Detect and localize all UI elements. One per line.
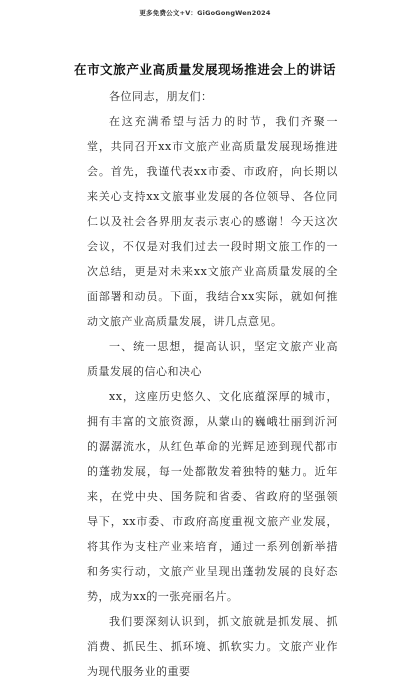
salutation-paragraph: 各位同志，朋友们： xyxy=(109,90,213,103)
document-body xyxy=(87,84,338,684)
section-heading-paragraph: 一、统一思想，提高认识，坚定文旅产业高质量发展的信心和决心 xyxy=(87,340,338,378)
body-paragraph: 我们要深刻认识到，抓文旅就是抓发展、抓消费、抓民生、抓环境、抓软实力。文旅产业作为现代服务业的重要 xyxy=(87,615,338,678)
body-paragraph: 在这充满希望与活力的时节，我们齐聚一堂，共同召开xx市文旅产业高质量发展现场推进会。首先，我谨代表xx市委、市政府，向长期以来关心支持xx文旅事业发展的各位领导、各位同仁以及社会各界朋友表示衷心的感谢！今天这次会议，不仅是对我们过去一段时期文旅工作的一次总结，更是对未来xx文旅产业高质量发展的全面部署和动员。下面，我结合xx实际，就如何推动文旅产业高质量发展，讲几点意见。 xyxy=(87,115,338,328)
header-note: 更多免费公文+V：GiGoGongWen2024 xyxy=(139,9,271,17)
document-title: 在市文旅产业高质量发展现场推进会上的讲话 xyxy=(73,62,336,77)
body-paragraph: xx，这座历史悠久、文化底蕴深厚的城市，拥有丰富的文旅资源，从蒙山的巍峨壮丽到沂河的潺潺流水，从红色革命的光辉足迹到现代都市的蓬勃发展，每一处都散发着独特的魅力。近年来，在党中央、国务院和省委、省政府的坚强领导下，xx市委、市政府高度重视文旅产业发展，将其作为支柱产业来培育，通过一系列创新举措和务实行动，文旅产业呈现出蓬勃发展的良好态势，成为xx的一张亮丽名片。 xyxy=(87,390,338,603)
